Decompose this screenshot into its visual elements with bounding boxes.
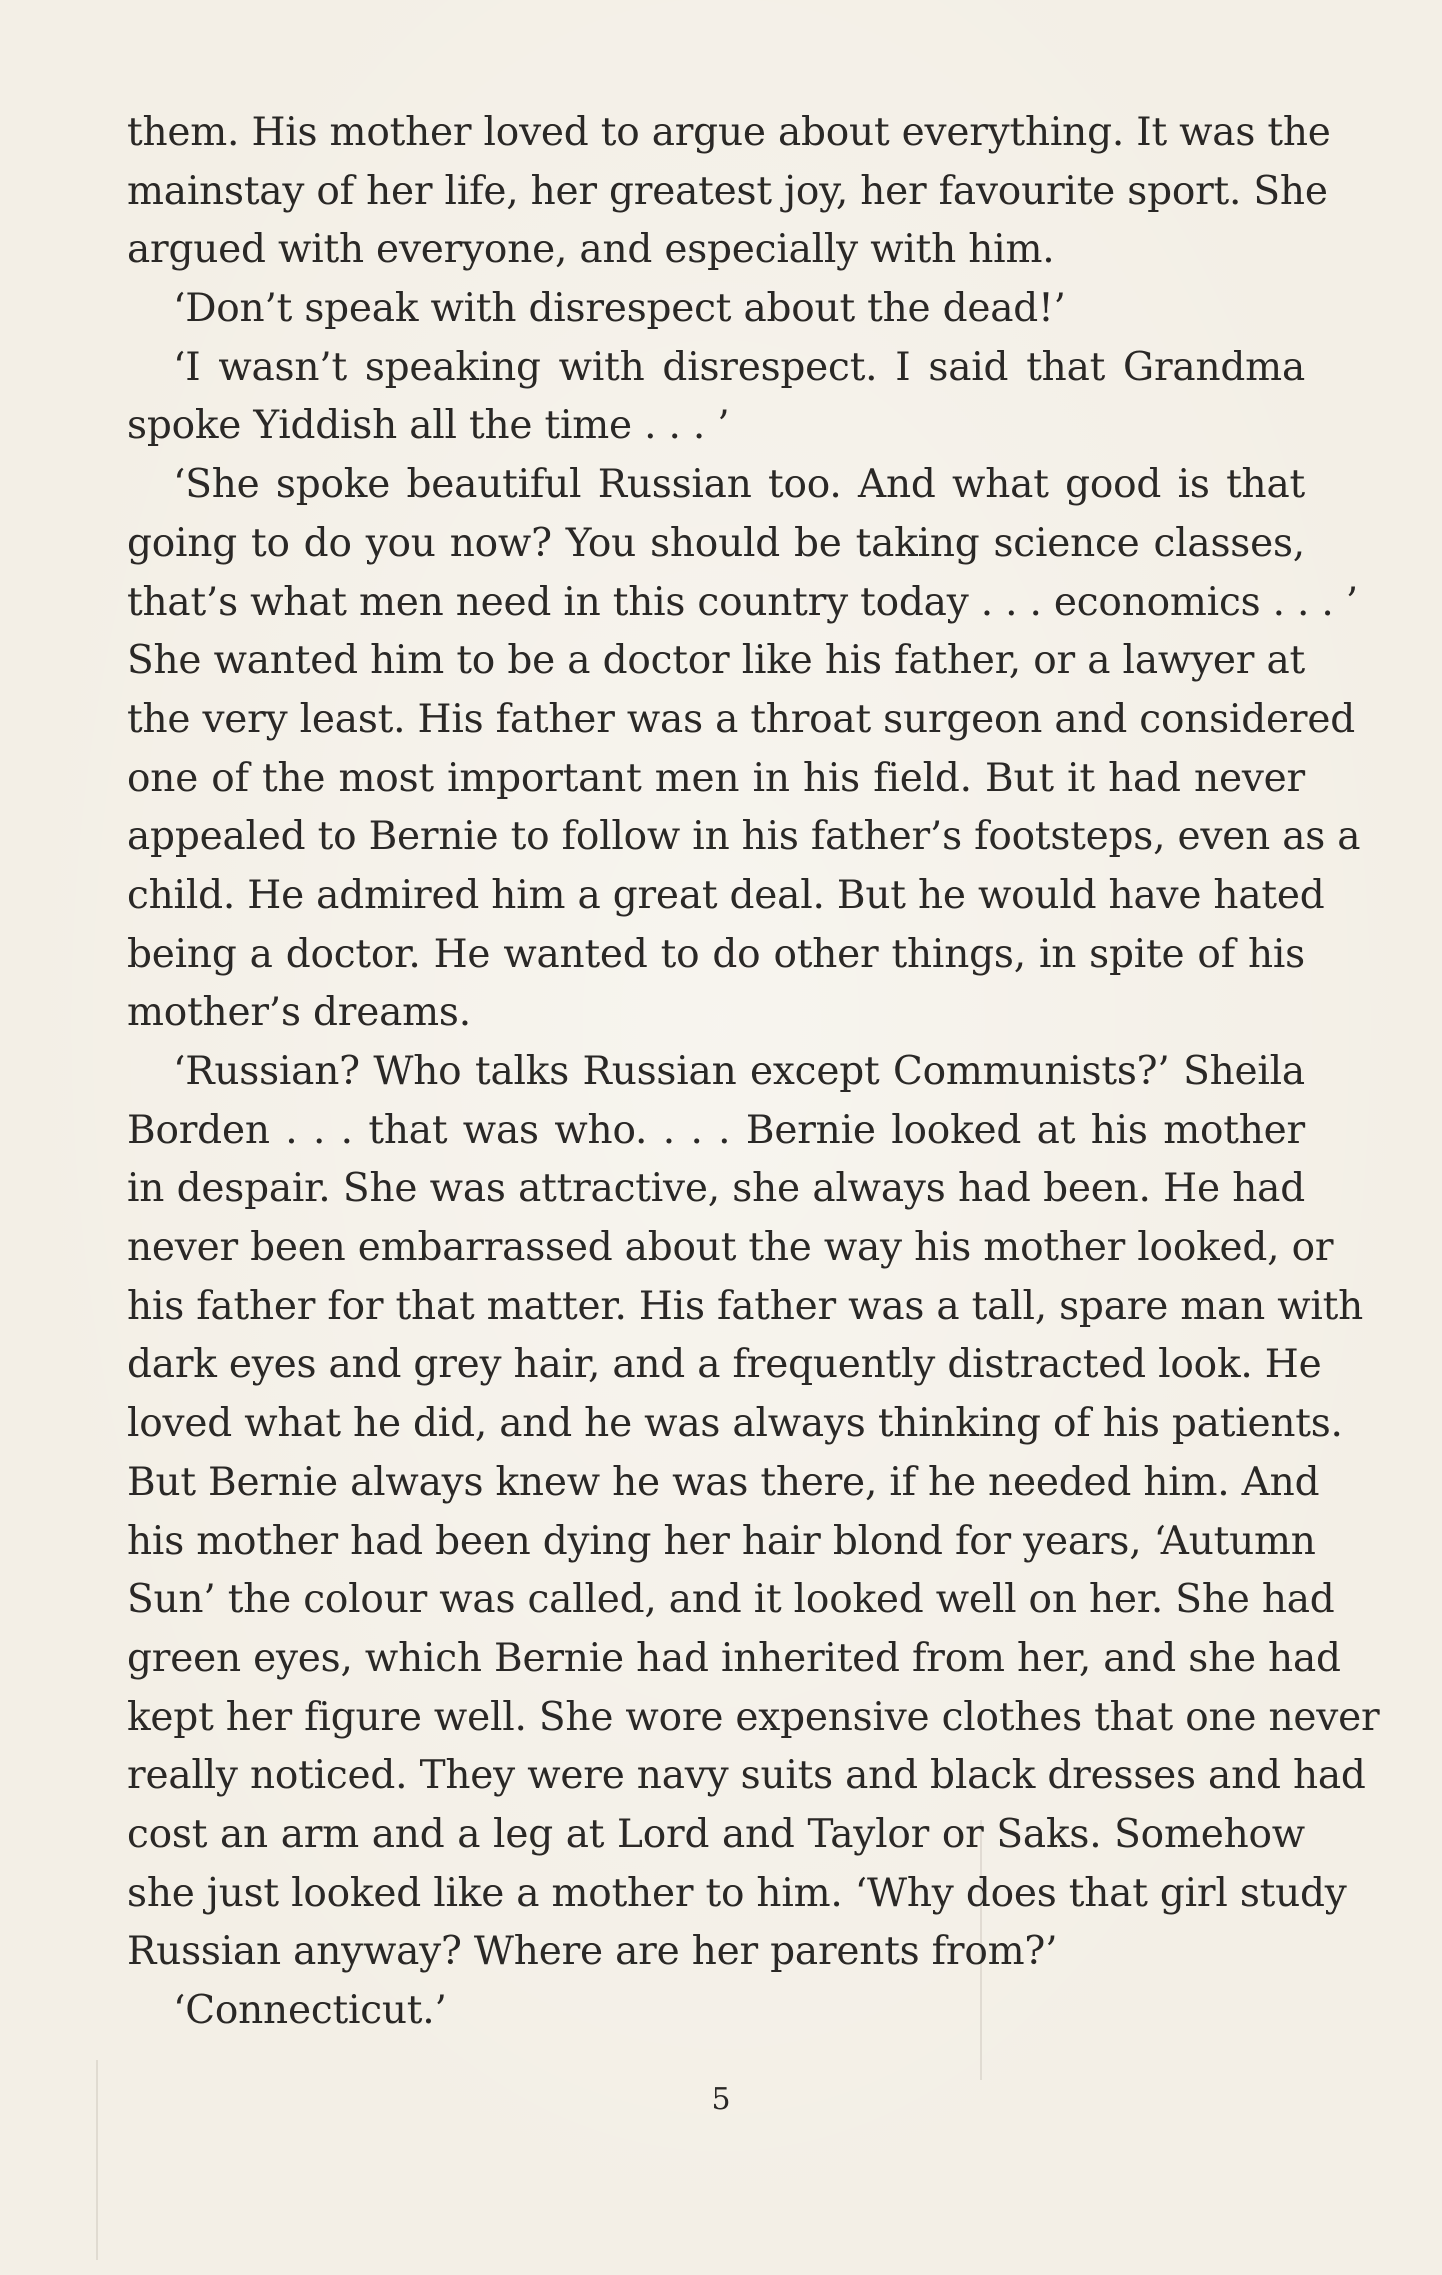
text-line: Borden . . . that was who. . . . Bernie looked at his mother bbox=[127, 1107, 1305, 1153]
text-line: Russian anyway? Where are her parents from?’ bbox=[127, 1929, 1058, 1975]
text-line: mother’s dreams. bbox=[127, 990, 471, 1036]
text-line: argued with everyone, and especially with him. bbox=[127, 227, 1055, 273]
text-line: his father for that matter. His father was a tall, spare man with bbox=[127, 1283, 1364, 1329]
text-line: ‘Russian? Who talks Russian except Communists?’ Sheila bbox=[173, 1049, 1305, 1094]
text-line: them. His mother loved to argue about everything. It was the bbox=[127, 110, 1331, 155]
text-line: loved what he did, and he was always thinking of his patients. bbox=[127, 1401, 1343, 1447]
text-line: But Bernie always knew he was there, if he needed him. And bbox=[127, 1459, 1320, 1505]
text-line: mainstay of her life, her greatest joy, her favourite sport. She bbox=[127, 168, 1328, 214]
text-line: one of the most important men in his field. But it had never bbox=[127, 755, 1305, 801]
text-line: ‘Connecticut.’ bbox=[173, 1988, 447, 2033]
text-line: Sun’ the colour was called, and it looked well on her. She had bbox=[127, 1577, 1335, 1623]
text-line: ‘She spoke beautiful Russian too. And what good is that bbox=[173, 462, 1305, 508]
text-line: kept her figure well. She wore expensive clothes that one never bbox=[127, 1694, 1380, 1740]
text-line: ‘I wasn’t speaking with disrespect. I said that Grandma bbox=[173, 344, 1305, 390]
text-line: cost an arm and a leg at Lord and Taylor or Saks. Somehow bbox=[127, 1811, 1305, 1857]
text-line: She wanted him to be a doctor like his father, or a lawyer at bbox=[127, 638, 1305, 684]
text-line: the very least. His father was a throat surgeon and considered bbox=[127, 696, 1355, 742]
text-line: going to do you now? You should be taking science classes, bbox=[127, 520, 1305, 566]
text-line: appealed to Bernie to follow in his father’s footsteps, even as a bbox=[127, 814, 1361, 860]
text-line: dark eyes and grey hair, and a frequently distracted look. He bbox=[127, 1342, 1322, 1388]
text-line: his mother had been dying her hair blond for years, ‘Autumn bbox=[127, 1518, 1316, 1564]
text-line: she just looked like a mother to him. ‘Why does that girl study bbox=[127, 1870, 1347, 1916]
text-line: being a doctor. He wanted to do other things, in spite of his bbox=[127, 931, 1305, 977]
text-line: never been embarrassed about the way his mother looked, or bbox=[127, 1225, 1334, 1271]
text-line: really noticed. They were navy suits and black dresses and had bbox=[127, 1753, 1366, 1799]
text-line: that’s what men need in this country today . . . economics . . . ’ bbox=[127, 579, 1358, 625]
body-text bbox=[127, 104, 1380, 2041]
text-line: green eyes, which Bernie had inherited from her, and she had bbox=[127, 1635, 1341, 1681]
text-line: ‘Don’t speak with disrespect about the dead!’ bbox=[173, 286, 1066, 332]
text-line: child. He admired him a great deal. But he would have hated bbox=[127, 872, 1325, 918]
text-line: spoke Yiddish all the time . . . ’ bbox=[127, 403, 730, 449]
text-line: in despair. She was attractive, she always had been. He had bbox=[127, 1166, 1305, 1212]
page-number: 5 bbox=[711, 2082, 731, 2117]
